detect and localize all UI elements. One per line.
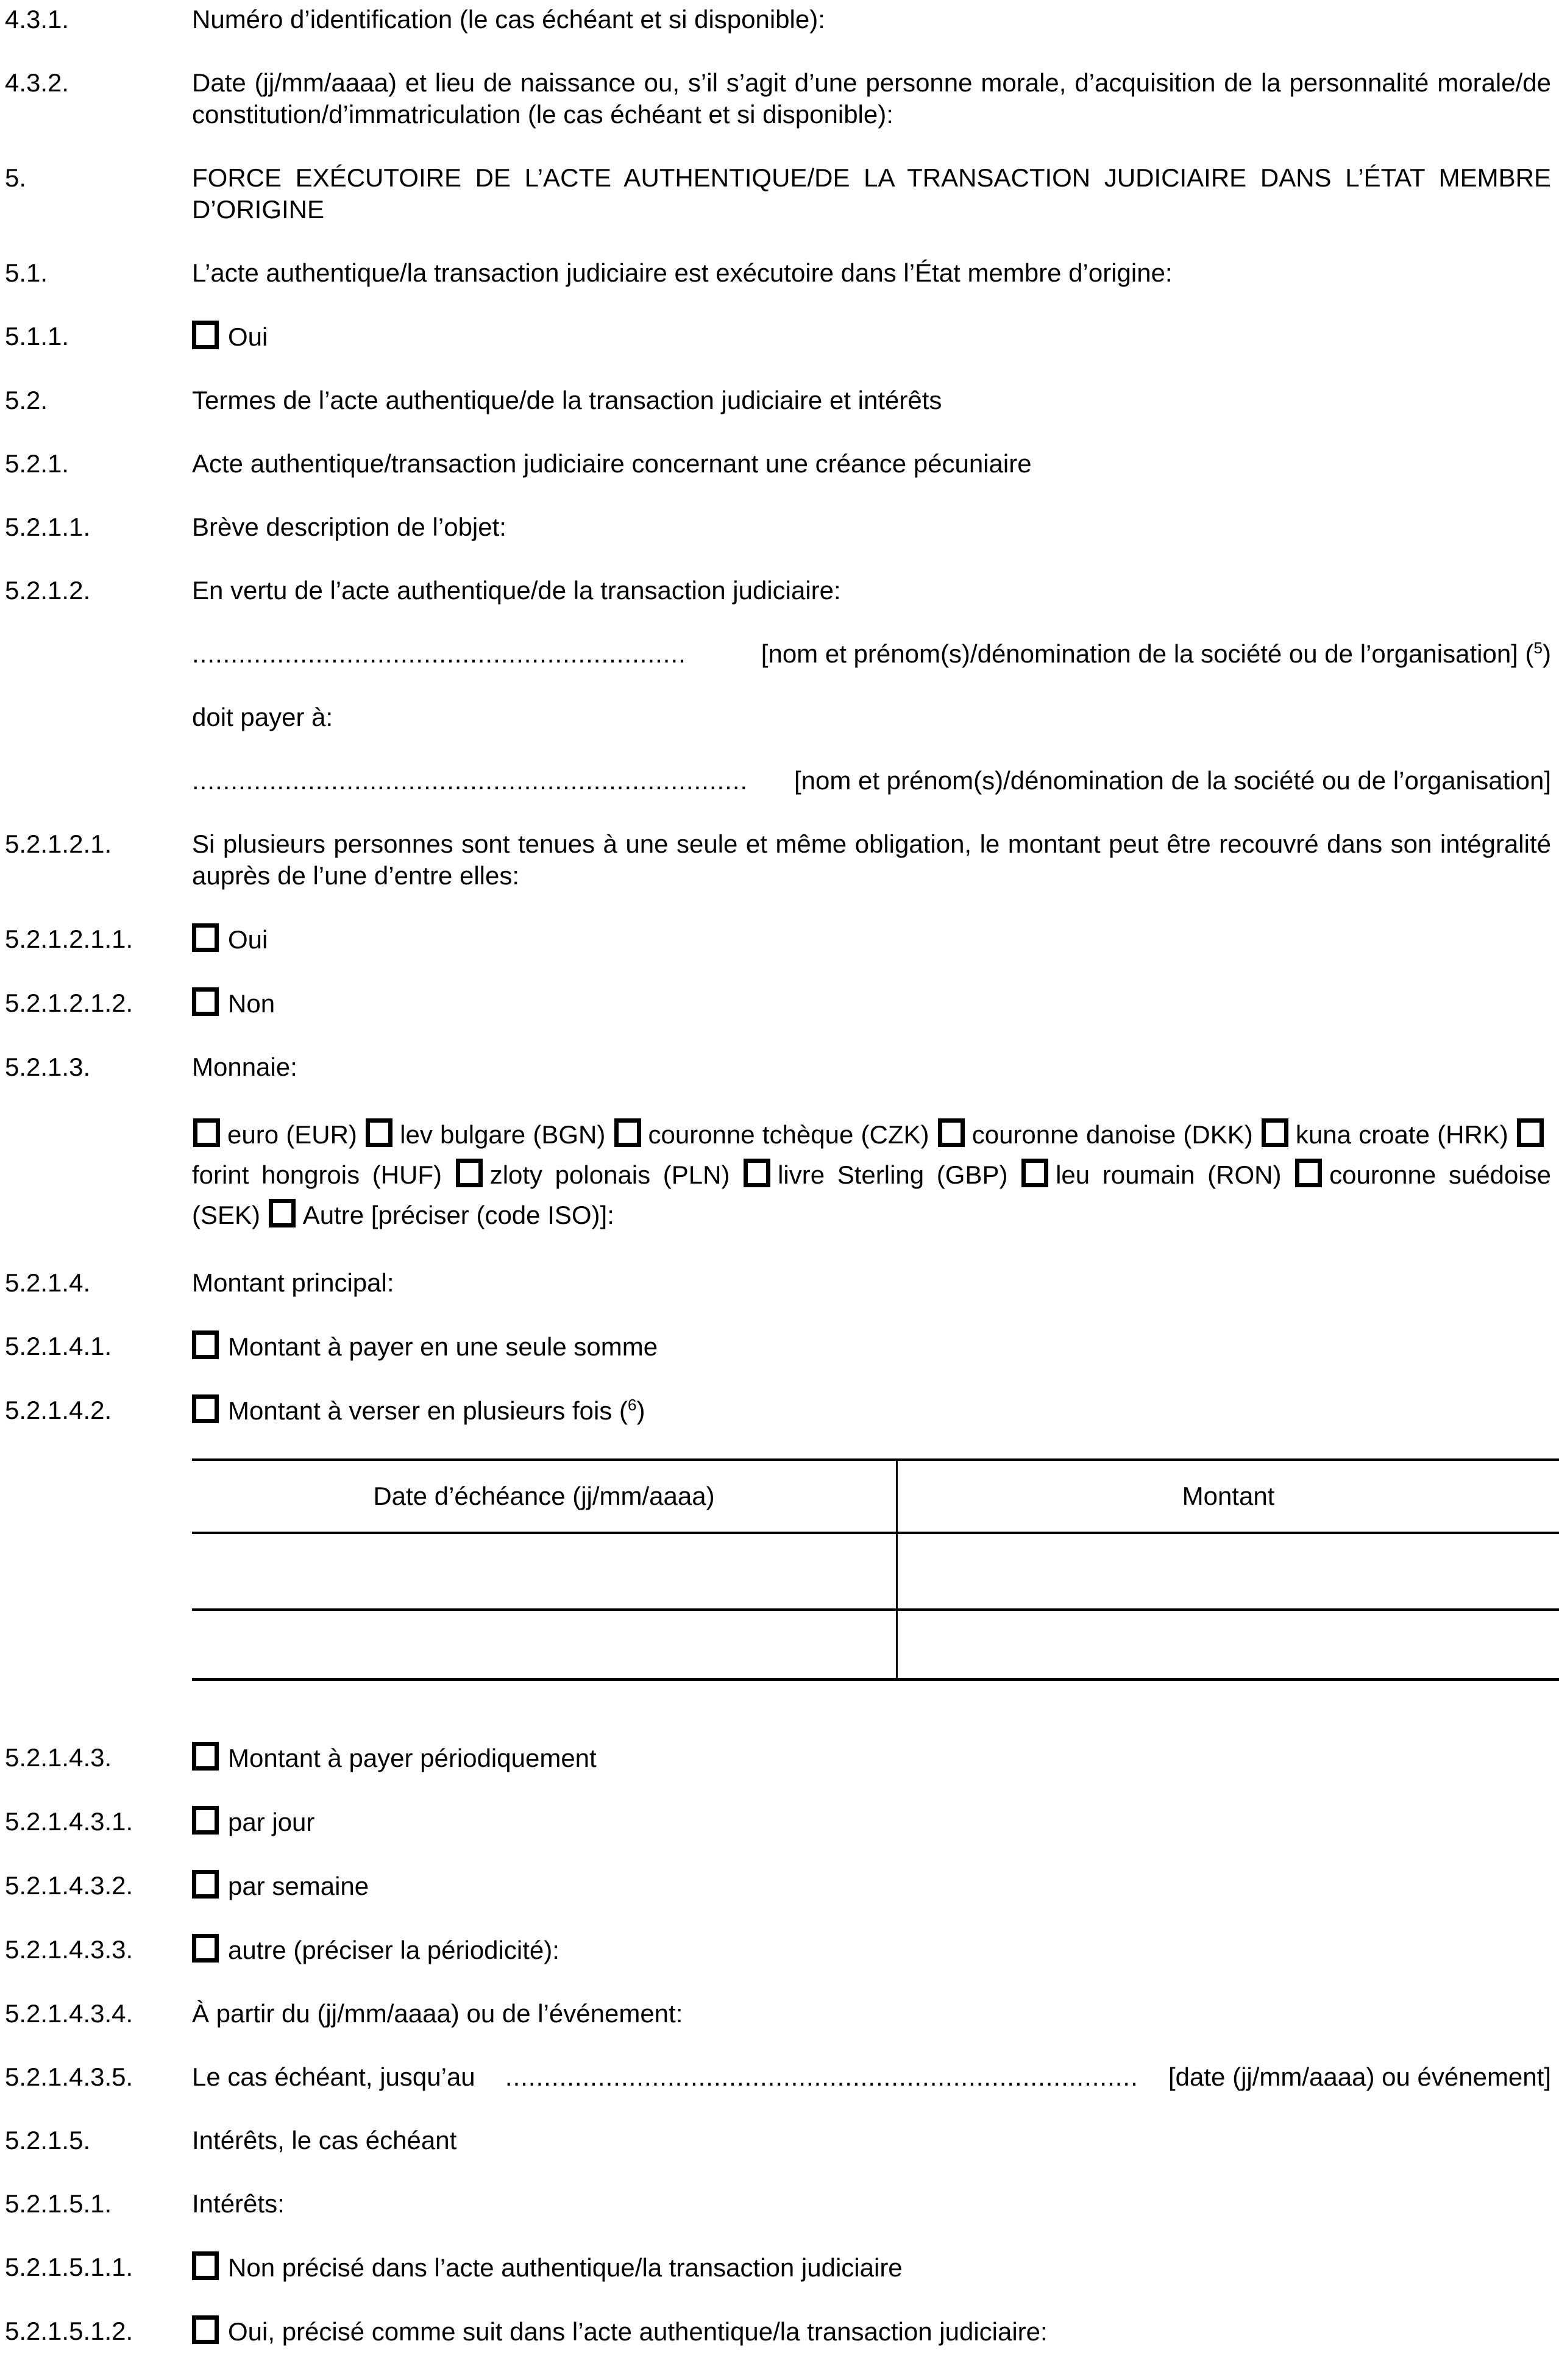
checkbox-icon[interactable] (192, 2251, 219, 2280)
checkbox-label: Non (228, 989, 275, 1018)
form-row-5-2-1-4-3 (5, 1742, 1551, 1774)
form-row-5-2-1-4-2 (5, 1394, 1551, 1427)
form-row-5-2-1-1 (5, 511, 1551, 543)
bracket-hint: [nom et prénom(s)/dénomination de la société ou de l’organisation] ($^5$) (761, 639, 1551, 668)
item-text: Intérêts: (192, 2189, 285, 2218)
item-number: 5.2.1.5. (5, 2126, 91, 2154)
item-number: 5.2.1.3. (5, 1053, 91, 1081)
item-number: 5.2.1.4.3.3. (5, 1935, 133, 1964)
footnote-ref: 5 (1533, 639, 1543, 657)
checkbox-icon[interactable] (938, 1118, 965, 1147)
item-number: 5.2.1.4.3.2. (5, 1871, 133, 1900)
checkbox-label: Oui (228, 925, 268, 954)
form-row-5-2-1-2-1-1 (5, 923, 1551, 956)
item-number: 5.2.1.2.1. (5, 829, 112, 858)
checkbox-icon[interactable] (192, 1870, 219, 1899)
form-row-5-2-1-3 (5, 1051, 1551, 1083)
item-number: 5.2.1.4.3. (5, 1743, 112, 1772)
form-row-5-1 (5, 257, 1551, 289)
checkbox-label: par semaine (228, 1872, 369, 1900)
form-row-5-2-1-2-1 (5, 828, 1551, 892)
item-number: 5.2.1.5.1.1. (5, 2253, 133, 2281)
checkbox-icon[interactable] (1517, 1118, 1544, 1147)
checkbox-label: couronne suédoise (SEK) (192, 1160, 1552, 1229)
table-row (192, 1533, 1559, 1610)
checkbox-icon[interactable] (744, 1159, 770, 1187)
item-number: 4.3.1. (5, 5, 69, 34)
checkbox-icon[interactable] (192, 321, 219, 349)
form-row-5-2-1-4-3-5 (5, 2061, 1551, 2093)
item-text: Si plusieurs personnes sont tenues à une seule et même obligation, le montant peut être recouvré dans son intégralité auprès de l’une d’entre elles: (192, 829, 1551, 890)
item-number (5, 1458, 192, 1681)
item-text: Intérêts, le cas échéant (192, 2126, 457, 2154)
checkbox-label: Montant à payer en une seule somme (228, 1332, 658, 1361)
dotted-leader: ................................................................ (192, 639, 686, 668)
form-row-5-2-1-4-3-2 (5, 1870, 1551, 1902)
checkbox-label: kuna croate (HRK) (1295, 1120, 1508, 1149)
form-row-5-2-1 (5, 448, 1551, 480)
checkbox-label: forint hongrois (HUF) (192, 1160, 442, 1189)
form-row-5-2-1-5-1-2 (5, 2315, 1551, 2348)
checkbox-icon[interactable] (193, 1118, 220, 1147)
checkbox-label: lev bulgare (BGN) (400, 1120, 606, 1149)
item-number: 5.2.1.5.1. (5, 2189, 112, 2218)
item-text: Monnaie: (192, 1053, 297, 1081)
form-row-4-3-1 (5, 4, 1551, 35)
bracket-hint: [nom et prénom(s)/dénomination de la société ou de l’organisation] (794, 766, 1551, 795)
checkbox-icon[interactable] (192, 1394, 219, 1423)
item-text: En vertu de l’acte authentique/de la transaction judiciaire: (192, 576, 841, 605)
form-row-doit-payer (5, 702, 1551, 733)
item-text: Date (jj/mm/aaaa) et lieu de naissance ou, s’il s’agit d’une personne morale, d’acquisition de la personnalité morale/de constitution/d’immatriculation (le cas échéant et si disponible): (192, 68, 1551, 129)
table-header-row (192, 1460, 1559, 1533)
checkbox-icon[interactable] (1262, 1118, 1288, 1147)
checkbox-icon[interactable] (269, 1199, 296, 1227)
item-number (5, 638, 192, 670)
form-row-5-2-1-4-3-3 (5, 1934, 1551, 1966)
item-text: Le cas échéant, jusqu’au (192, 2062, 475, 2091)
currency-options (192, 1115, 1551, 1235)
item-text: L’acte authentique/la transaction judiciaire est exécutoire dans l’État membre d’origine: (192, 258, 1173, 287)
checkbox-label: euro (EUR) (227, 1120, 357, 1149)
checkbox-label: couronne tchèque (CZK) (648, 1120, 929, 1149)
checkbox-label: Oui, précisé comme suit dans l’acte authentique/la transaction judiciaire: (228, 2317, 1048, 2346)
footnote-ref: 6 (627, 1396, 637, 1414)
form-row-5-2-1-5 (5, 2125, 1551, 2156)
checkbox-icon[interactable] (192, 923, 219, 952)
item-number: 5.2.1.4.3.4. (5, 1999, 133, 2028)
checkbox-icon[interactable] (192, 1934, 219, 1963)
checkbox-icon[interactable] (614, 1118, 641, 1147)
checkbox-icon[interactable] (192, 2315, 219, 2344)
form-row-4-3-2 (5, 67, 1551, 130)
item-number: 5.2.1.5.1.2. (5, 2317, 133, 2345)
checkbox-label: leu roumain (RON) (1056, 1160, 1282, 1189)
bracket-hint: [date (jj/mm/aaaa) ou événement] (1168, 2062, 1551, 2091)
form-row-name-blank-1 (5, 638, 1551, 670)
payment-schedule-table (192, 1458, 1559, 1681)
item-number: 4.3.2. (5, 68, 69, 97)
checkbox-label: Non précisé dans l’acte authentique/la transaction judiciaire (228, 2253, 903, 2282)
form-row-5-2-1-4-1 (5, 1330, 1551, 1363)
form-row-5 (5, 162, 1551, 226)
dotted-leader: ........................................................................ (192, 766, 748, 795)
checkbox-label: livre Sterling (GBP) (778, 1160, 1008, 1189)
item-text: À partir du (jj/mm/aaaa) ou de l’événement: (192, 1999, 683, 2028)
table-cell (192, 1610, 897, 1680)
form-row-5-2 (5, 385, 1551, 416)
checkbox-label: couronne danoise (DKK) (971, 1120, 1253, 1149)
checkbox-label: Autre [préciser (code ISO)]: (302, 1201, 614, 1229)
checkbox-icon[interactable] (1021, 1159, 1048, 1187)
table-header-amount: Montant (897, 1460, 1559, 1533)
item-number: 5.2.1.4.3.5. (5, 2062, 133, 2091)
item-text: Numéro d’identification (le cas échéant et si disponible): (192, 5, 825, 34)
checkbox-icon[interactable] (192, 987, 219, 1016)
checkbox-icon[interactable] (366, 1118, 392, 1147)
item-number (5, 765, 192, 797)
table-header-due-date: Date d’échéance (jj/mm/aaaa) (192, 1460, 897, 1533)
form-row-currency-options (5, 1115, 1551, 1235)
form-row-name-blank-2 (5, 765, 1551, 797)
item-number (5, 1115, 192, 1235)
checkbox-label: par jour (228, 1808, 315, 1836)
form-row-5-2-1-4-3-1 (5, 1806, 1551, 1838)
item-number (5, 702, 192, 733)
table-row (192, 1610, 1559, 1680)
form-row-5-2-1-2 (5, 575, 1551, 606)
form-row-5-2-1-4 (5, 1267, 1551, 1299)
table-cell (897, 1533, 1559, 1610)
item-number: 5.2. (5, 386, 48, 414)
form-row-5-2-1-2-1-2 (5, 987, 1551, 1020)
item-number: 5.2.1. (5, 449, 69, 478)
checkbox-icon[interactable] (1295, 1159, 1322, 1187)
form-row-5-2-1-5-1-1 (5, 2251, 1551, 2284)
checkbox-icon[interactable] (192, 1330, 219, 1359)
item-number: 5.2.1.4.3.1. (5, 1807, 133, 1836)
section-heading: FORCE EXÉCUTOIRE DE L’ACTE AUTHENTIQUE/DE LA TRANSACTION JUDICIAIRE DANS L’ÉTAT MEMBRE D’ORIGINE (192, 163, 1551, 224)
checkbox-label: autre (préciser la périodicité): (228, 1936, 559, 1964)
dotted-leader: .................................................................................. (505, 2062, 1138, 2091)
checkbox-icon[interactable] (192, 1742, 219, 1771)
form-row-5-2-1-4-3-4 (5, 1998, 1551, 2030)
item-number: 5.2.1.2.1.2. (5, 989, 133, 1017)
checkbox-label: Oui (228, 322, 268, 351)
item-number: 5.2.1.4. (5, 1268, 91, 1297)
item-text: doit payer à: (192, 703, 333, 731)
checkbox-label: Montant à verser en plusieurs fois ($^6$) (228, 1396, 645, 1425)
table-cell (897, 1610, 1559, 1680)
item-text: Montant principal: (192, 1268, 394, 1297)
item-text: Termes de l’acte authentique/de la transaction judiciaire et intérêts (192, 386, 942, 414)
form-row-5-1-1 (5, 321, 1551, 353)
item-number: 5.2.1.2.1.1. (5, 925, 133, 953)
item-number: 5. (5, 163, 27, 192)
table-cell (192, 1533, 897, 1610)
item-number: 5.2.1.4.1. (5, 1332, 112, 1360)
form-row-payment-table (5, 1458, 1551, 1681)
item-number: 5.1. (5, 258, 48, 287)
item-number: 5.1.1. (5, 322, 69, 350)
form-row-5-2-1-5-1 (5, 2188, 1551, 2220)
item-number: 5.2.1.1. (5, 513, 91, 541)
item-number: 5.2.1.2. (5, 576, 91, 605)
checkbox-label: Montant à payer périodiquement (228, 1744, 597, 1772)
checkbox-label: zloty polonais (PLN) (489, 1160, 730, 1189)
item-text: Acte authentique/transaction judiciaire concernant une créance pécuniaire (192, 449, 1032, 478)
checkbox-icon[interactable] (192, 1806, 219, 1835)
checkbox-icon[interactable] (456, 1159, 483, 1187)
item-text: Brève description de l’objet: (192, 513, 506, 541)
item-number: 5.2.1.4.2. (5, 1396, 112, 1424)
